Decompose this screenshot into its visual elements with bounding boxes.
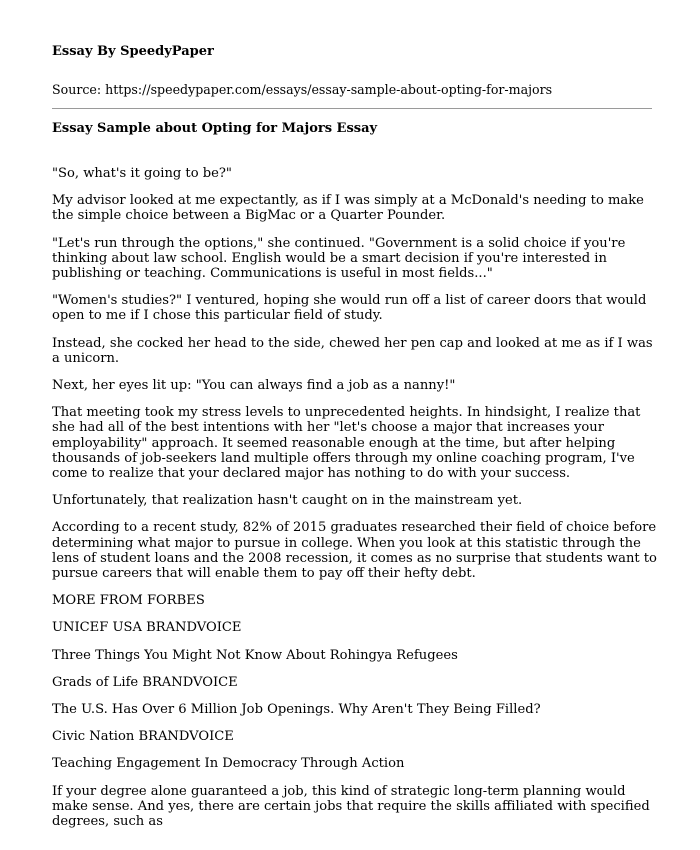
sponsor-label: Grads of Life BRANDVOICE xyxy=(52,674,238,690)
site-title: Essay By SpeedyPaper xyxy=(52,44,214,59)
document-header xyxy=(52,43,652,98)
essay-paragraph: Next, her eyes lit up: "You can always find a job as a nanny!" xyxy=(52,378,456,394)
section-label-more-from-forbes: MORE FROM FORBES xyxy=(52,593,205,609)
essay-paragraph: Instead, she cocked her head to the side, chewed her pen cap and looked at me as if I was a unicorn. xyxy=(52,335,653,366)
essay-paragraph: Unfortunately, that realization hasn't caught on in the mainstream yet. xyxy=(52,493,523,509)
essay-paragraph: If your degree alone guaranteed a job, this kind of strategic long-term planning would make sense. And yes, there are certain jobs that require the skills affiliated with specified degrees, such as xyxy=(52,783,650,830)
source-label: Source: xyxy=(52,82,102,97)
essay-paragraph: "Women's studies?" I ventured, hoping she would run off a list of career doors that would open to me if I chose this particular field of study. xyxy=(52,293,647,324)
source-line xyxy=(52,81,652,98)
source-url-link[interactable]: https://speedypaper.com/essays/essay-sample-about-opting-for-majors xyxy=(105,82,553,97)
essay-paragraph: My advisor looked at me expectantly, as if I was simply at a McDonald's needing to make the simple choice between a BigMac or a Quarter Pounder. xyxy=(52,193,644,224)
related-article-link[interactable]: The U.S. Has Over 6 Million Job Openings. Why Aren't They Being Filled? xyxy=(52,702,541,718)
sponsor-label: Civic Nation BRANDVOICE xyxy=(52,729,234,745)
related-article-link[interactable]: Three Things You Might Not Know About Rohingya Refugees xyxy=(52,647,458,663)
essay-paragraph: That meeting took my stress levels to unprecedented heights. In hindsight, I realize that she had all of the best intentions with her "let's choose a major that increases your employability" approach. It seemed reasonable enough at the time, but after helping thousands of job-seekers land multiple offers through my online coaching program, I've come to realize that your declared major has nothing to do with your success. xyxy=(52,405,641,482)
sponsor-label: UNICEF USA BRANDVOICE xyxy=(52,620,242,636)
essay-paragraph: "So, what's it going to be?" xyxy=(52,166,232,181)
essay-paragraph: "Let's run through the options," she continued. "Government is a solid choice if you're thinking about law school. English would be a smart decision if you're interested in publishing or teaching. Communications is useful in most fields..." xyxy=(52,235,626,282)
essay-body xyxy=(52,166,658,841)
essay-paragraph: According to a recent study, 82% of 2015 graduates researched their field of choice before determining what major to pursue in college. When you look at this statistic through the lens of student loans and the 2008 recession, it comes as no surprise that students want to pursue careers that will enable them to pay off their hefty debt. xyxy=(52,520,657,582)
related-article-link[interactable]: Teaching Engagement In Democracy Through Action xyxy=(52,756,405,772)
essay-title: Essay Sample about Opting for Majors Essay xyxy=(52,121,378,136)
header-divider xyxy=(52,108,652,109)
